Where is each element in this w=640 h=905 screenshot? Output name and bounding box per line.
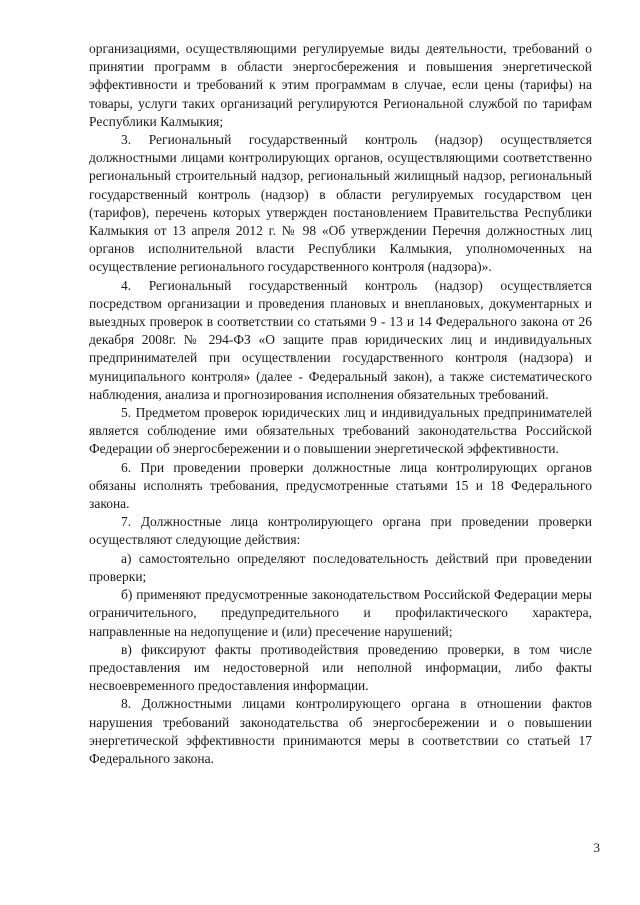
subitem-b: б) применяют предусмотренные законодательством Российской Федерации меры ограничительного, предупредительного и профилактического характера, направленные на недопущение и (или) пресечение нарушений;: [89, 587, 592, 639]
paragraph-item-4: 4. Региональный государственный контроль (надзор) осуществляется посредством организации и проведения плановых и внеплановых, документарных и выездных проверок в соответствии со статьями 9 - 13 и 14 Федерального закона от 26 декабря 2008г. № 294-ФЗ «О защите прав юридических лиц и индивидуальных предпринимателей при осуществлении государственного контроля (надзора) и муниципального контроля» (далее - Федеральный закон), а также систематического наблюдения, анализа и прогнозирования исполнения обязательных требований.: [89, 277, 592, 402]
paragraph-item-6: 6. При проведении проверки должностные лица контролирующих органов обязаны исполнять требования, предусмотренные статьями 15 и 18 Федерального закона.: [89, 459, 592, 512]
paragraph-item-3: 3. Региональный государственный контроль (надзор) осуществляется должностными лицами контролирующих органов, осуществляющими соответственно региональный строительный надзор, региональный жилищный надзор, региональный государственный контроль (надзор) в области регулируемых государством цен (тарифов), перечень которых утвержден постановлением Правительства Республики Калмыкия от 13 апреля 2012 г. № 98 «Об утверждении Перечня должностных лиц органов исполнительной власти Республики Калмыкия, уполномоченных на осуществление регионального государственного контроля (надзора)».: [89, 132, 592, 275]
paragraph-item-5: 5. Предметом проверок юридических лиц и индивидуальных предпринимателей является соблюдение ими обязательных требований законодательства Российской Федерации об энергосбережении и о повышении энергетической эффективности.: [89, 405, 592, 457]
paragraph-continuation: организациями, осуществляющими регулируемые виды деятельности, требований о принятии программ в области энергосбережения и повышения энергетической эффективности и требований к этим программам в случае, если цены (тарифы) на товары, услуги таких организаций регулируются Региональной службой по тарифам Республики Калмыкия;: [89, 41, 592, 129]
subitem-a: а) самостоятельно определяют последовательность действий при проведении проверки;: [89, 550, 592, 584]
document-body: [89, 40, 592, 768]
page-number: 3: [593, 840, 600, 855]
subitem-v: в) фиксируют факты противодействия проведению проверки, в том числе предоставления им недостоверной или неполной информации, либо факты несвоевременного предоставления информации.: [89, 641, 592, 694]
paragraph-item-8: 8. Должностными лицами контролирующего органа в отношении фактов нарушения требований законодательства об энергосбережении и о повышении энергетической эффективности принимаются меры в соответствии со статьей 17 Федерального закона.: [89, 696, 592, 766]
paragraph-item-7: 7. Должностные лица контролирующего органа при проведении проверки осуществляют следующие действия:: [89, 514, 592, 548]
